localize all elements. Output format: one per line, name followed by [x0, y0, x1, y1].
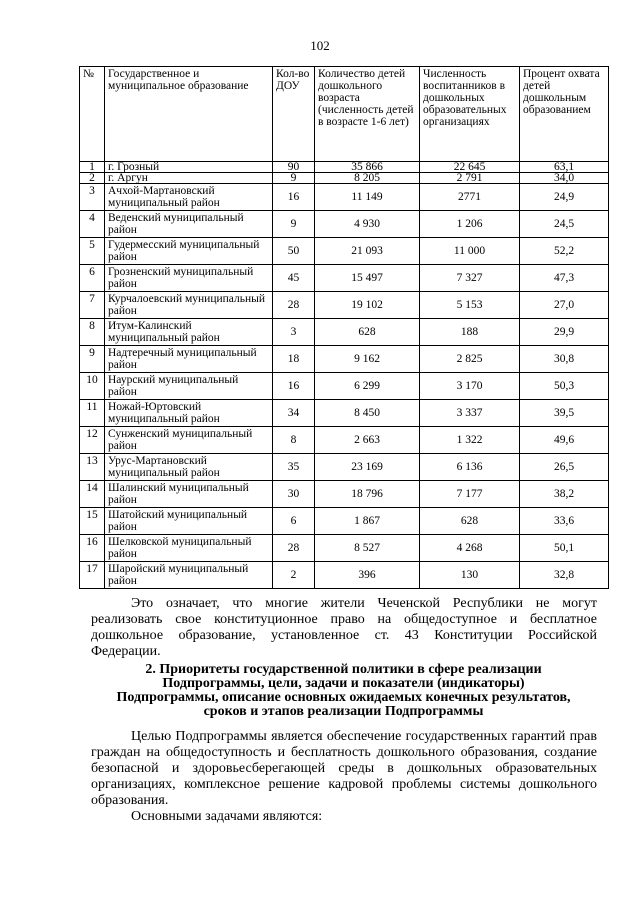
- cell-percent: 32,8: [520, 562, 609, 589]
- table-row: [80, 535, 609, 562]
- cell-name: Урус-Мартановский муниципальный район: [105, 454, 273, 481]
- cell-dou: 8: [273, 427, 315, 454]
- cell-percent: 47,3: [520, 265, 609, 292]
- table-body: [80, 162, 609, 589]
- cell-dou: 9: [273, 173, 315, 184]
- paragraph-2: Целью Подпрограммы является обеспечение государственных гарантий прав граждан на общедоступность и бесплатность дошкольного образования, создание безопасной и здоровьесберегающей среды в дошкольных образовательных организациях, комплексное решение кадровой проблемы системы дошкольного образования.: [91, 729, 597, 808]
- table-row: [80, 373, 609, 400]
- cell-percent: 24,9: [520, 184, 609, 211]
- header-children: Количество детей дошкольного возраста (численность детей в возрасте 1-6 лет): [315, 67, 420, 162]
- cell-num: 15: [80, 508, 105, 535]
- cell-pupils: 2 825: [420, 346, 520, 373]
- cell-pupils: 7 177: [420, 481, 520, 508]
- cell-children: 18 796: [315, 481, 420, 508]
- header-percent: Процент охвата детей дошкольным образованием: [520, 67, 609, 162]
- cell-num: 2: [80, 173, 105, 184]
- header-name: Государственное и муниципальное образование: [105, 67, 273, 162]
- heading-line-2: Подпрограммы, цели, задачи и показатели (индикаторы): [162, 676, 525, 691]
- cell-dou: 3: [273, 319, 315, 346]
- cell-name: Курчалоевский муниципальный район: [105, 292, 273, 319]
- cell-dou: 28: [273, 535, 315, 562]
- cell-percent: 49,6: [520, 427, 609, 454]
- table-row: [80, 427, 609, 454]
- cell-children: 11 149: [315, 184, 420, 211]
- cell-percent: 38,2: [520, 481, 609, 508]
- cell-num: 11: [80, 400, 105, 427]
- cell-children: 35 866: [315, 162, 420, 173]
- cell-pupils: 130: [420, 562, 520, 589]
- cell-children: 4 930: [315, 211, 420, 238]
- cell-num: 4: [80, 211, 105, 238]
- page-number: 102: [310, 38, 330, 53]
- section-heading: [79, 663, 608, 719]
- cell-dou: 30: [273, 481, 315, 508]
- paragraph-1: Это означает, что многие жители Чеченской Республики не могут реализовать свое конституционное право на общедоступное и бесплатное дошкольное образование, установленное ст. 43 Конституции Российской Федерации.: [91, 596, 597, 659]
- cell-children: 8 205: [315, 173, 420, 184]
- cell-percent: 29,9: [520, 319, 609, 346]
- cell-pupils: 11 000: [420, 238, 520, 265]
- cell-dou: 2: [273, 562, 315, 589]
- heading-line-1: 2. Приоритеты государственной политики в сфере реализации: [145, 662, 542, 677]
- cell-num: 17: [80, 562, 105, 589]
- cell-children: 15 497: [315, 265, 420, 292]
- cell-dou: 16: [273, 184, 315, 211]
- cell-num: 5: [80, 238, 105, 265]
- cell-children: 8 450: [315, 400, 420, 427]
- cell-name: Надтеречный муниципальный район: [105, 346, 273, 373]
- table-row: [80, 562, 609, 589]
- table-row: [80, 162, 609, 173]
- cell-children: 19 102: [315, 292, 420, 319]
- table-row: [80, 481, 609, 508]
- cell-pupils: 2771: [420, 184, 520, 211]
- header-num: №: [80, 67, 105, 162]
- cell-name: Гудермесский муниципальный район: [105, 238, 273, 265]
- cell-name: Наурский муниципальный район: [105, 373, 273, 400]
- paragraph-3: Основными задачами являются:: [131, 809, 323, 824]
- cell-percent: 26,5: [520, 454, 609, 481]
- cell-pupils: 1 206: [420, 211, 520, 238]
- table-row: [80, 346, 609, 373]
- cell-name: Сунженский муниципальный район: [105, 427, 273, 454]
- table-header-row: [80, 67, 609, 162]
- cell-name: г. Аргун: [105, 173, 273, 184]
- cell-pupils: 2 791: [420, 173, 520, 184]
- cell-name: Веденский муниципальный район: [105, 211, 273, 238]
- cell-pupils: 22 645: [420, 162, 520, 173]
- cell-children: 23 169: [315, 454, 420, 481]
- heading-line-4: сроков и этапов реализации Подпрограммы: [203, 704, 484, 719]
- cell-percent: 24,5: [520, 211, 609, 238]
- cell-dou: 34: [273, 400, 315, 427]
- cell-children: 21 093: [315, 238, 420, 265]
- cell-pupils: 5 153: [420, 292, 520, 319]
- cell-num: 9: [80, 346, 105, 373]
- cell-name: Ножай-Юртовский муниципальный район: [105, 400, 273, 427]
- table-row: [80, 292, 609, 319]
- table-row: [80, 238, 609, 265]
- cell-dou: 35: [273, 454, 315, 481]
- cell-pupils: 6 136: [420, 454, 520, 481]
- cell-percent: 50,3: [520, 373, 609, 400]
- cell-dou: 9: [273, 211, 315, 238]
- table-row: [80, 211, 609, 238]
- cell-name: Ачхой-Мартановский муниципальный район: [105, 184, 273, 211]
- cell-percent: 30,8: [520, 346, 609, 373]
- cell-pupils: 4 268: [420, 535, 520, 562]
- cell-children: 628: [315, 319, 420, 346]
- table-row: [80, 508, 609, 535]
- cell-percent: 39,5: [520, 400, 609, 427]
- cell-num: 12: [80, 427, 105, 454]
- cell-percent: 63,1: [520, 162, 609, 173]
- cell-children: 2 663: [315, 427, 420, 454]
- cell-dou: 28: [273, 292, 315, 319]
- cell-dou: 18: [273, 346, 315, 373]
- cell-name: Грозненский муниципальный район: [105, 265, 273, 292]
- cell-num: 3: [80, 184, 105, 211]
- cell-dou: 45: [273, 265, 315, 292]
- cell-name: Шелковской муниципальный район: [105, 535, 273, 562]
- cell-name: Шалинский муниципальный район: [105, 481, 273, 508]
- cell-pupils: 3 170: [420, 373, 520, 400]
- cell-children: 9 162: [315, 346, 420, 373]
- cell-num: 8: [80, 319, 105, 346]
- cell-pupils: 188: [420, 319, 520, 346]
- cell-children: 8 527: [315, 535, 420, 562]
- cell-dou: 16: [273, 373, 315, 400]
- cell-percent: 27,0: [520, 292, 609, 319]
- table-row: [80, 400, 609, 427]
- cell-percent: 33,6: [520, 508, 609, 535]
- cell-name: г. Грозный: [105, 162, 273, 173]
- header-pupils: Численность воспитанников в дошкольных образовательных организациях: [420, 67, 520, 162]
- cell-dou: 50: [273, 238, 315, 265]
- table-row: [80, 173, 609, 184]
- cell-num: 16: [80, 535, 105, 562]
- cell-pupils: 628: [420, 508, 520, 535]
- cell-percent: 52,2: [520, 238, 609, 265]
- table-row: [80, 319, 609, 346]
- preschool-coverage-table: [79, 66, 609, 589]
- cell-num: 7: [80, 292, 105, 319]
- cell-name: Шатойский муниципальный район: [105, 508, 273, 535]
- cell-pupils: 3 337: [420, 400, 520, 427]
- table-row: [80, 184, 609, 211]
- cell-num: 14: [80, 481, 105, 508]
- cell-num: 13: [80, 454, 105, 481]
- cell-percent: 50,1: [520, 535, 609, 562]
- heading-line-3: Подпрограммы, описание основных ожидаемых конечных результатов,: [116, 690, 571, 705]
- cell-num: 10: [80, 373, 105, 400]
- cell-dou: 6: [273, 508, 315, 535]
- cell-name: Шаройский муниципальный район: [105, 562, 273, 589]
- cell-children: 396: [315, 562, 420, 589]
- cell-children: 6 299: [315, 373, 420, 400]
- cell-percent: 34,0: [520, 173, 609, 184]
- cell-num: 6: [80, 265, 105, 292]
- cell-name: Итум-Калинский муниципальный район: [105, 319, 273, 346]
- cell-num: 1: [80, 162, 105, 173]
- cell-pupils: 7 327: [420, 265, 520, 292]
- cell-children: 1 867: [315, 508, 420, 535]
- table-row: [80, 454, 609, 481]
- cell-dou: 90: [273, 162, 315, 173]
- cell-pupils: 1 322: [420, 427, 520, 454]
- header-dou: Кол-во ДОУ: [273, 67, 315, 162]
- table-row: [80, 265, 609, 292]
